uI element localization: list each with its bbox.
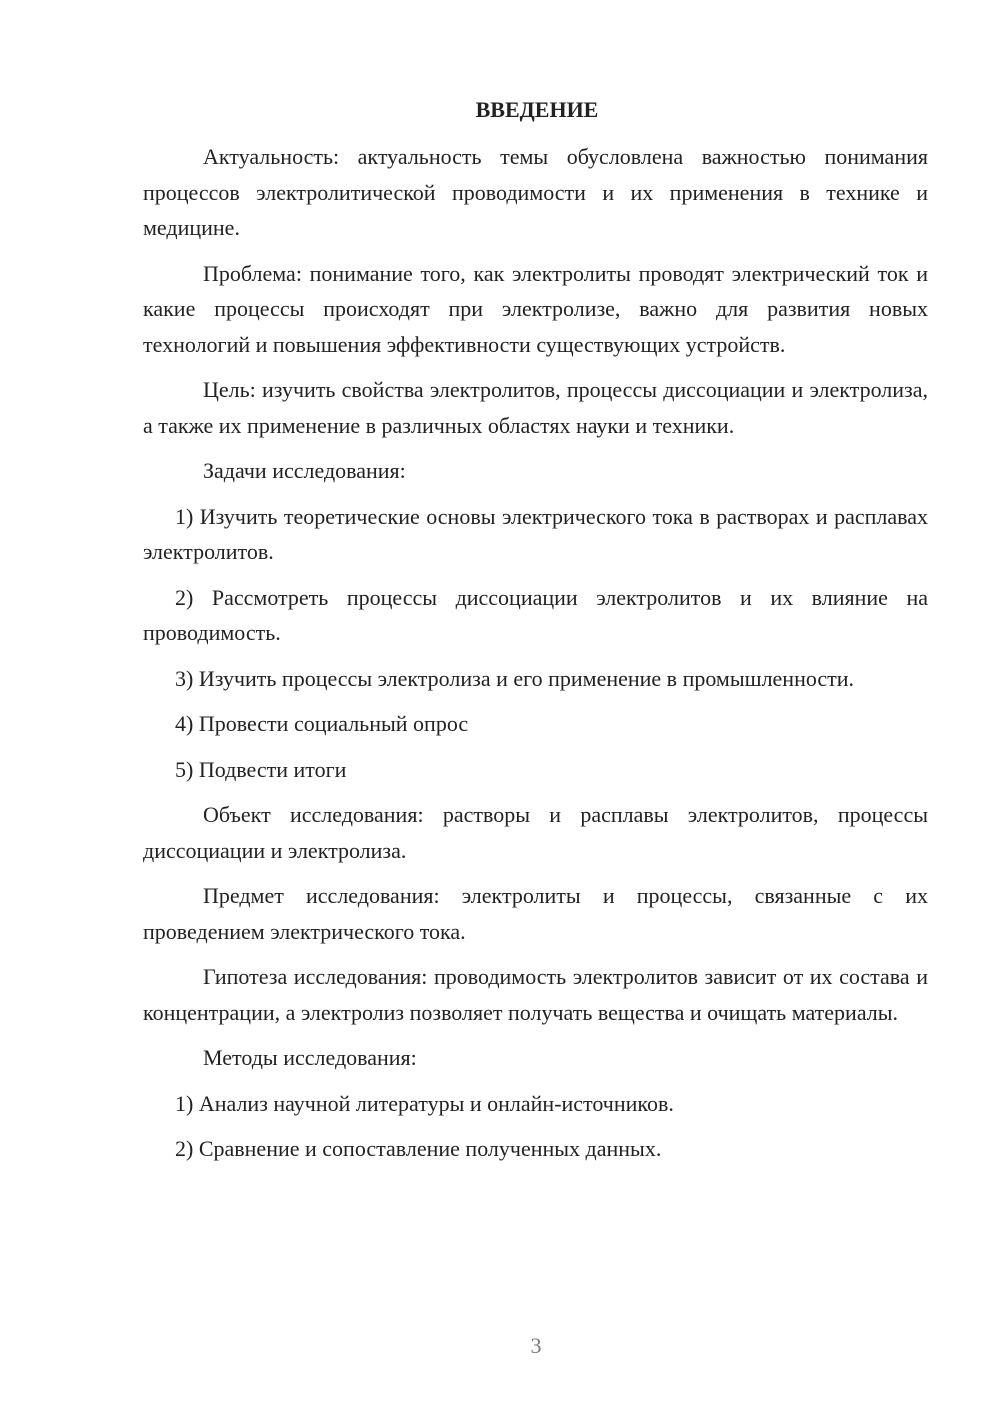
method-item: 2) Сравнение и сопоставление полученных данных.: [175, 1136, 662, 1161]
goal-paragraph: Цель: изучить свойства электролитов, процессы диссоциации и электролиза, а также их применение в различных областях науки и техники.: [143, 377, 928, 438]
hypothesis-paragraph: Гипотеза исследования: проводимость электролитов зависит от их состава и концентрации, а электролиз позволяет получать вещества и очищать материалы.: [143, 964, 928, 1025]
relevance-paragraph: Актуальность: актуальность темы обусловлена важностью понимания процессов электролитической проводимости и их применения в технике и медицине.: [143, 144, 928, 240]
task-item: 4) Провести социальный опрос: [175, 711, 469, 736]
page-number: 3: [530, 1333, 542, 1358]
methods-intro: Методы исследования:: [203, 1045, 417, 1070]
subject-paragraph: Предмет исследования: электролиты и процессы, связанные с их проведением электрического тока.: [143, 883, 928, 944]
object-paragraph: Объект исследования: растворы и расплавы электролитов, процессы диссоциации и электролиза.: [143, 802, 928, 863]
page-content: [143, 95, 928, 1177]
method-item: 1) Анализ научной литературы и онлайн-источников.: [175, 1090, 674, 1116]
section-heading: ВВЕДЕНИЕ: [475, 97, 599, 122]
task-item: 3) Изучить процессы электролиза и его применение в промышленности.: [175, 665, 855, 691]
task-item: 1) Изучить теоретические основы электрического тока в растворах и расплавах электролитов.: [143, 503, 928, 564]
tasks-intro: Задачи исследования:: [203, 458, 406, 483]
problem-paragraph: Проблема: понимание того, как электролиты проводят электрический ток и какие процессы происходят при электролизе, важно для развития новых технологий и повышения эффективности существующих устройств.: [143, 260, 928, 357]
task-item: 5) Подвести итоги: [175, 756, 347, 782]
task-item: 2) Рассмотреть процессы диссоциации электролитов и их влияние на проводимость.: [143, 584, 928, 645]
